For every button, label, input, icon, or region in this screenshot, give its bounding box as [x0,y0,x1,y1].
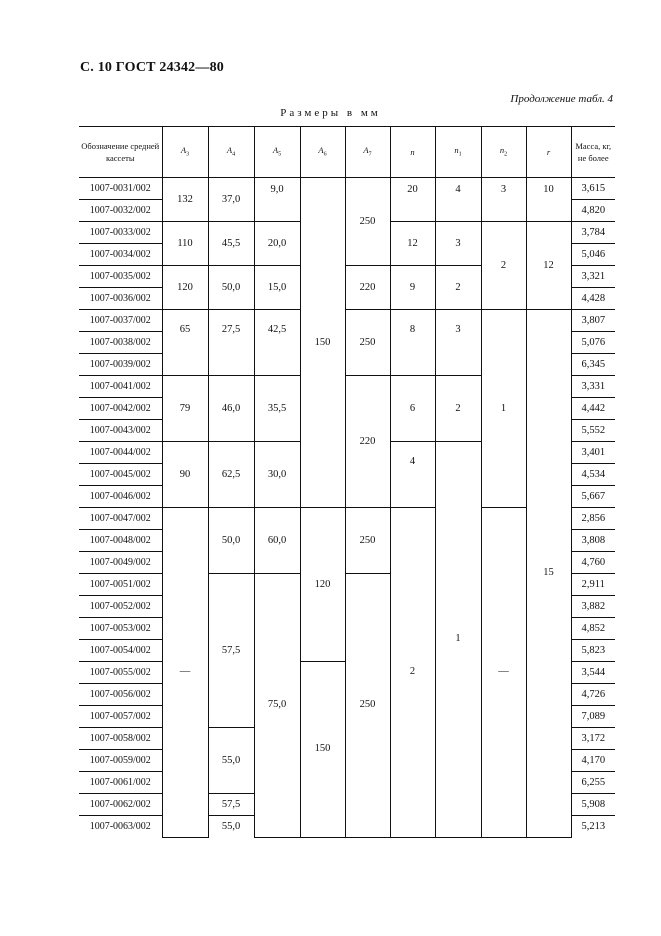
page-header: С. 10 ГОСТ 24342—80 [80,60,224,75]
cell-mass: 5,076 [571,332,615,354]
cell-a4: 57,5 [208,574,254,728]
cell-mass: 4,760 [571,552,615,574]
row-designation: 1007-0063/002 [79,816,162,838]
cell-mass: 4,428 [571,288,615,310]
cell-a7: 220 [345,376,390,508]
cell-a5: 75,0 [254,574,300,838]
table-header-row [79,127,615,178]
cell-n2: — [481,508,526,838]
cell-mass: 2,911 [571,574,615,596]
cell-n1: 4 [435,178,481,222]
cell-n: 20 [390,178,435,222]
table-row [79,178,615,200]
cell-mass: 5,046 [571,244,615,266]
cell-mass: 5,908 [571,794,615,816]
cell-n1: 3 [435,310,481,376]
cell-a3: 132 [162,178,208,222]
row-designation: 1007-0041/002 [79,376,162,398]
cell-a4: 37,0 [208,178,254,222]
cell-mass: 4,726 [571,684,615,706]
cell-n: 8 [390,310,435,376]
cell-mass: 3,401 [571,442,615,464]
cell-a4: 57,5 [208,794,254,816]
cell-mass: 3,784 [571,222,615,244]
cell-n: 2 [390,508,435,838]
table-continuation-note: Продолжение табл. 4 [510,93,613,105]
row-designation: 1007-0048/002 [79,530,162,552]
row-designation: 1007-0038/002 [79,332,162,354]
row-designation: 1007-0058/002 [79,728,162,750]
row-designation: 1007-0046/002 [79,486,162,508]
cell-mass: 5,552 [571,420,615,442]
cell-a5: 35,5 [254,376,300,442]
cell-a4: 27,5 [208,310,254,376]
cell-a4: 55,0 [208,728,254,794]
cell-r: 10 [526,178,571,222]
cell-a5: 9,0 [254,178,300,222]
header-r: r [526,127,571,178]
cell-mass: 5,213 [571,816,615,838]
cell-mass: 3,807 [571,310,615,332]
cell-a5: 15,0 [254,266,300,310]
header-mass: Масса, кг, не более [571,127,615,178]
table-row [79,310,615,332]
units-caption: Размеры в мм [280,107,381,119]
cell-a5: 60,0 [254,508,300,574]
cell-a4: 45,5 [208,222,254,266]
header-designation: Обозначение средней кассеты [79,127,162,178]
header-n: n [390,127,435,178]
cell-n1: 2 [435,266,481,310]
dimensions-table [79,126,615,838]
cell-n1: 1 [435,442,481,838]
cell-n: 6 [390,376,435,442]
cell-mass: 4,852 [571,618,615,640]
cell-mass: 6,345 [571,354,615,376]
row-designation: 1007-0042/002 [79,398,162,420]
cell-a3: 110 [162,222,208,266]
cell-a7: 250 [345,574,390,838]
cell-n: 4 [390,442,435,508]
cell-a5: 30,0 [254,442,300,508]
header-a6: $A_6$ [300,127,345,178]
cell-a5: 20,0 [254,222,300,266]
row-designation: 1007-0043/002 [79,420,162,442]
cell-mass: 2,856 [571,508,615,530]
cell-mass: 3,808 [571,530,615,552]
cell-n: 9 [390,266,435,310]
row-designation: 1007-0055/002 [79,662,162,684]
row-designation: 1007-0035/002 [79,266,162,288]
cell-a4: 55,0 [208,816,254,838]
cell-mass: 7,089 [571,706,615,728]
cell-a4: 50,0 [208,266,254,310]
row-designation: 1007-0062/002 [79,794,162,816]
cell-a3: 79 [162,376,208,442]
cell-a7: 250 [345,178,390,266]
header-n2: $n_2$ [481,127,526,178]
header-a5: $A_5$ [254,127,300,178]
header-a4: $A_4$ [208,127,254,178]
cell-mass: 4,442 [571,398,615,420]
cell-mass: 3,544 [571,662,615,684]
cell-a7: 250 [345,508,390,574]
row-designation: 1007-0032/002 [79,200,162,222]
cell-a4: 46,0 [208,376,254,442]
cell-n2: 3 [481,178,526,222]
cell-r: 15 [526,310,571,838]
cell-a6: 150 [300,662,345,838]
cell-a4: 62,5 [208,442,254,508]
row-designation: 1007-0045/002 [79,464,162,486]
row-designation: 1007-0053/002 [79,618,162,640]
row-designation: 1007-0059/002 [79,750,162,772]
cell-r: 12 [526,222,571,310]
cell-n2: 2 [481,222,526,310]
cell-mass: 3,331 [571,376,615,398]
row-designation: 1007-0039/002 [79,354,162,376]
cell-a3: 65 [162,310,208,376]
row-designation: 1007-0033/002 [79,222,162,244]
cell-mass: 5,667 [571,486,615,508]
cell-a4: 50,0 [208,508,254,574]
row-designation: 1007-0052/002 [79,596,162,618]
row-designation: 1007-0037/002 [79,310,162,332]
cell-a3: 90 [162,442,208,508]
cell-a6: 120 [300,508,345,662]
cell-mass: 4,170 [571,750,615,772]
row-designation: 1007-0057/002 [79,706,162,728]
cell-mass: 3,615 [571,178,615,200]
row-designation: 1007-0054/002 [79,640,162,662]
cell-mass: 3,172 [571,728,615,750]
row-designation: 1007-0061/002 [79,772,162,794]
cell-mass: 3,321 [571,266,615,288]
row-designation: 1007-0049/002 [79,552,162,574]
cell-a3: — [162,508,208,838]
row-designation: 1007-0031/002 [79,178,162,200]
row-designation: 1007-0047/002 [79,508,162,530]
cell-n1: 2 [435,376,481,442]
cell-mass: 4,534 [571,464,615,486]
cell-a7: 250 [345,310,390,376]
row-designation: 1007-0056/002 [79,684,162,706]
row-designation: 1007-0034/002 [79,244,162,266]
cell-n1: 3 [435,222,481,266]
row-designation: 1007-0051/002 [79,574,162,596]
cell-n2: 1 [481,310,526,508]
cell-a3: 120 [162,266,208,310]
row-designation: 1007-0044/002 [79,442,162,464]
cell-n: 12 [390,222,435,266]
cell-mass: 6,255 [571,772,615,794]
cell-a7: 220 [345,266,390,310]
header-a3: $A_3$ [162,127,208,178]
cell-a6: 150 [300,178,345,508]
cell-mass: 5,823 [571,640,615,662]
cell-mass: 4,820 [571,200,615,222]
header-n1: $n_1$ [435,127,481,178]
header-a7: $A_7$ [345,127,390,178]
cell-a5: 42,5 [254,310,300,376]
cell-mass: 3,882 [571,596,615,618]
row-designation: 1007-0036/002 [79,288,162,310]
